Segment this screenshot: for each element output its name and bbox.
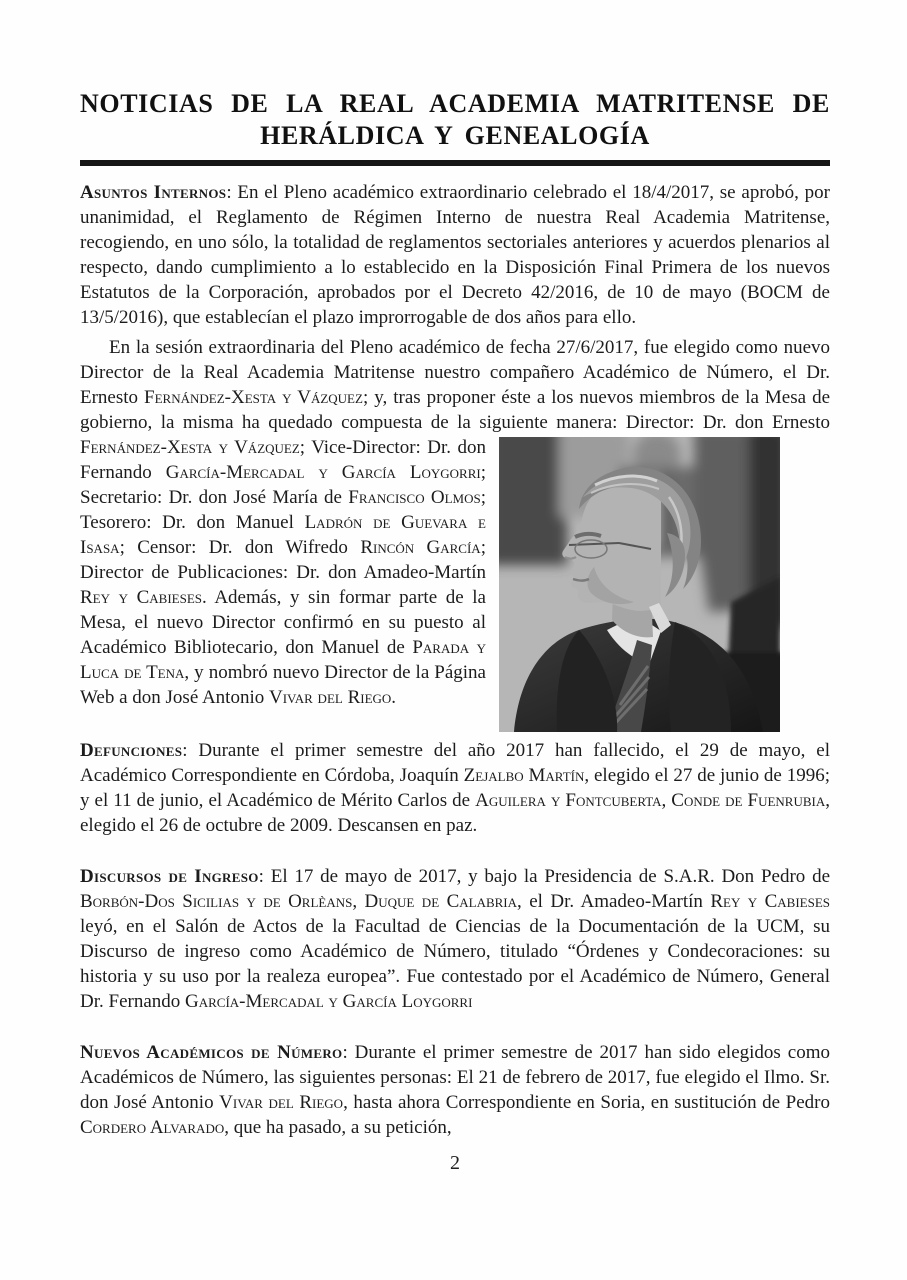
person-name: García-Mercadal y García Loygorri: [165, 462, 481, 483]
body-text: , el Dr. Amadeo-Martín: [517, 891, 711, 912]
body-text: .: [391, 687, 397, 708]
title-line-2: HERÁLDICA Y GENEALOGÍA: [260, 121, 650, 150]
person-name: Borbón-Dos Sicilias y de Orlèans, Duque de Calabria: [80, 891, 518, 912]
body-text: manera: Director: Dr. don Ernesto: [556, 412, 830, 433]
nuevos-academicos-paragraph: [80, 1040, 830, 1140]
body-text: ; Director de Publicaciones: Dr. don Amadeo-Martín: [80, 537, 486, 583]
body-text: : En el Pleno académico extraordinario celebrado el 18/4/2017, se aprobó, por unanimidad, el Reglamento de Régimen Interno de nuestra Real Academia Matritense, recogiendo, en uno sólo, la totalidad de reglamentos sectoriales anteriores y acuerdos plenarios al respecto, dando cumplimiento a lo establecido en la Disposición Final Primera de los nuevos Estatutos de la Corporación, aprobados por el Decreto 42/2016, de 10 de mayo (BOCM de 13/5/2016), que establecían el plazo improrrogable de dos años para ello.: [80, 182, 830, 328]
document-header: [80, 88, 830, 166]
discursos-ingreso-paragraph: [80, 864, 830, 1014]
section-heading: Discursos de Ingreso: [80, 866, 259, 887]
person-name: Ladrón de Guevara e Isasa: [80, 512, 486, 558]
section-heading: Nuevos Académicos de Número: [80, 1042, 343, 1063]
person-name: Aguilera y Fontcuberta, Conde de Fuenrubia: [475, 790, 826, 811]
person-name: Francisco Olmos: [348, 487, 481, 508]
title-rule: [80, 160, 830, 166]
person-name: Fernández-Xesta y Vázquez: [80, 437, 300, 458]
person-name: Vivar del Riego: [219, 1092, 344, 1113]
body-text: ; Tesorero: Dr. don Manuel: [80, 487, 486, 533]
person-name: Rincón García: [360, 537, 481, 558]
title-line-1: NOTICIAS DE LA REAL ACADEMIA MATRITENSE DE: [80, 89, 830, 118]
body-text: . Además, y sin formar parte de la Mesa, el nuevo Director confirmó en su puesto al Académico Bibliotecario, don Manuel de: [80, 587, 486, 658]
defunciones-paragraph: [80, 738, 830, 838]
person-name: Fernández-Xesta y Vázquez: [144, 387, 363, 408]
nueva-mesa-paragraph: [80, 335, 830, 710]
body-text: : Durante el primer semestre de 2017 han sido elegidos como Académicos de Número, las siguientes personas: El 21 de febrero de 2017, fue elegido el Ilmo. Sr. don José Antonio: [80, 1042, 830, 1113]
body-text: , hasta ahora Correspondiente en Soria, en sustitución de Pedro: [343, 1092, 830, 1113]
body-text: ; Secretario: Dr. don José María de: [80, 462, 486, 508]
body-text: , y nombró nuevo Director de la Página Web a don José Antonio: [80, 662, 486, 708]
body-text: ; Censor: Dr. don Wifredo: [119, 537, 361, 558]
portrait-photo: [499, 437, 780, 732]
person-name: Vivar del Riego: [268, 687, 392, 708]
person-name: Rey y Cabieses: [710, 891, 831, 912]
body-text: ; Vice-Director: Dr. don Fernando: [80, 437, 486, 483]
person-name: Parada y Luca de Tena: [80, 637, 486, 683]
section-heading: Asuntos Internos: [80, 182, 227, 203]
person-name: Rey y Cabieses: [80, 587, 203, 608]
document-body: [80, 180, 830, 1140]
body-text: leyó, en el Salón de Actos de la Facultad de Ciencias de la Documentación de la UCM, su Discurso de ingreso como Académico de Número, titulado “Órdenes y Condecoraciones: su historia y su uso por la realeza europea”. Fue contestado por el Académico de Número, General Dr. Fernando: [80, 916, 830, 1012]
body-text: : Durante el primer semestre del año 2017 han fallecido, el 29 de mayo, el Académico Correspondiente en Córdoba, Joaquín: [80, 740, 830, 786]
body-text: , elegido el 27 de junio de 1996; y el 11 de junio, el Académico de Mérito Carlos de: [80, 765, 831, 811]
portrait-photo-image: [499, 437, 780, 732]
asuntos-internos-paragraph: [80, 180, 830, 330]
person-name: Cordero Alvarado: [80, 1117, 225, 1138]
section-heading: Defunciones: [80, 740, 183, 761]
page-number: 2: [450, 1152, 460, 1174]
person-name: Zejalbo Martín: [463, 765, 585, 786]
body-text: En la sesión extraordinaria del Pleno académico de fecha 27/6/2017, fue elegido como nuevo Director de la Real Academia Matritense nuestro compañero Académico de Número, el Dr. Ernesto: [80, 337, 830, 408]
body-text: , que ha pasado, a su petición,: [224, 1117, 452, 1138]
body-text: ; y, tras proponer éste a los nuevos miembros de la Mesa de gobierno, la misma ha quedado compuesta de la siguiente: [80, 387, 830, 433]
body-text: : El 17 de mayo de 2017, y bajo la Presidencia de S.A.R. Don Pedro de: [258, 866, 830, 887]
person-name: García-Mercadal y García Loygorri: [185, 991, 473, 1012]
page-title: [80, 88, 830, 152]
body-text: , elegido el 26 de octubre de 2009. Descansen en paz.: [80, 790, 830, 836]
